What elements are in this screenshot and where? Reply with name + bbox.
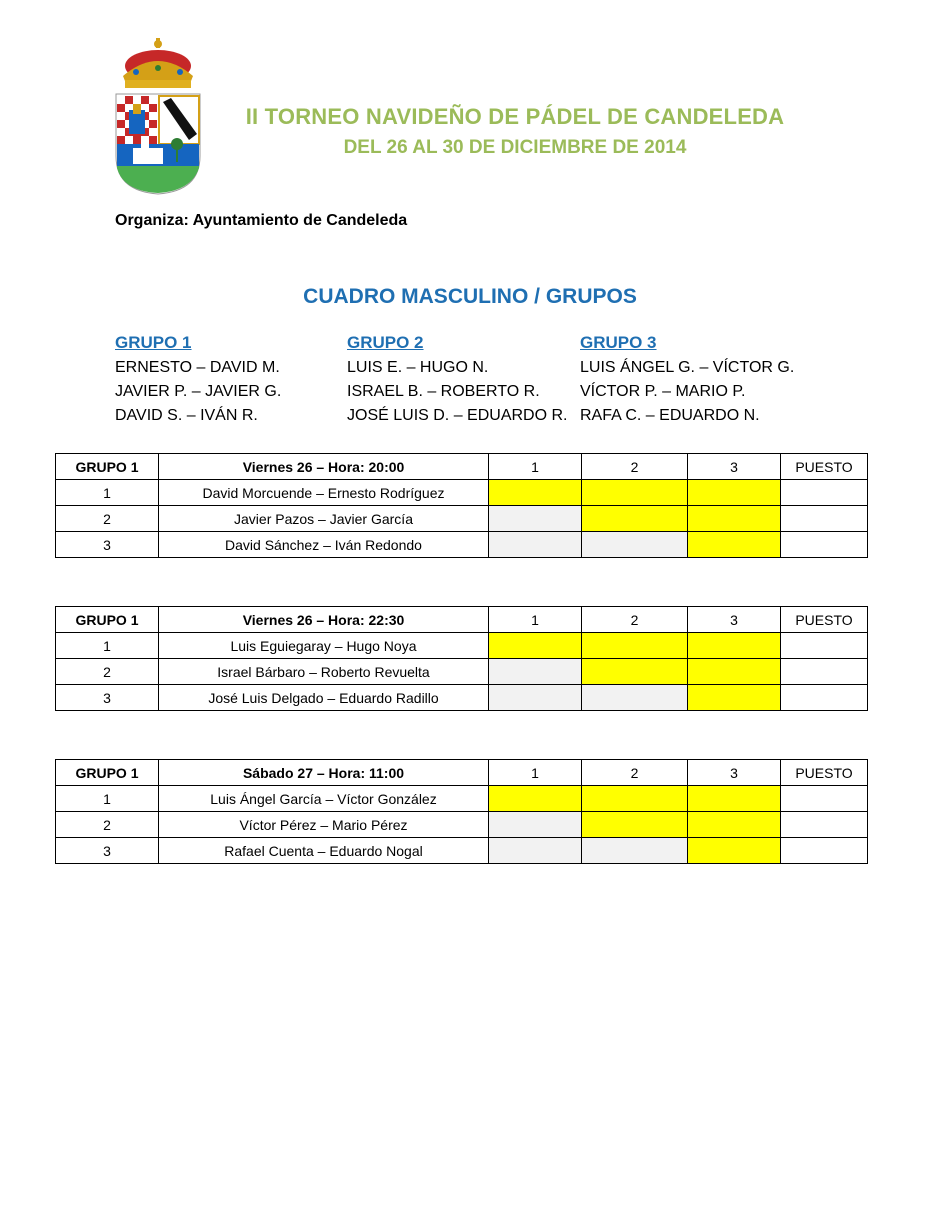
result-cell <box>489 786 582 812</box>
result-cell <box>582 506 688 532</box>
result-cell <box>489 659 582 685</box>
position-cell <box>781 838 868 864</box>
table-group-label: GRUPO 1 <box>56 760 159 786</box>
pair-name: Israel Bárbaro – Roberto Revuelta <box>159 659 489 685</box>
column-header: 2 <box>582 454 688 480</box>
table-group-label: GRUPO 1 <box>56 607 159 633</box>
table-row <box>56 812 868 838</box>
shield-icon <box>116 94 200 194</box>
result-cell <box>489 633 582 659</box>
group-pair: LUIS E. – HUGO N. <box>347 359 489 376</box>
position-cell <box>781 786 868 812</box>
table-row <box>56 532 868 558</box>
column-header: PUESTO <box>781 607 868 633</box>
group-heading: GRUPO 2 <box>347 333 424 352</box>
column-header: 1 <box>489 607 582 633</box>
row-number: 1 <box>56 633 159 659</box>
result-cell <box>688 506 781 532</box>
group-pair: JAVIER P. – JAVIER G. <box>115 383 282 400</box>
pair-name: David Morcuende – Ernesto Rodríguez <box>159 480 489 506</box>
table-row <box>56 659 868 685</box>
result-cell <box>582 838 688 864</box>
organizer-text: Organiza: Ayuntamiento de Candeleda <box>115 212 408 229</box>
row-number: 3 <box>56 532 159 558</box>
table-row <box>56 506 868 532</box>
group-pair: ERNESTO – DAVID M. <box>115 359 280 376</box>
group-heading: GRUPO 1 <box>115 333 192 352</box>
column-header: 3 <box>688 607 781 633</box>
row-number: 1 <box>56 480 159 506</box>
column-header: 3 <box>688 760 781 786</box>
table-row <box>56 633 868 659</box>
row-number: 3 <box>56 838 159 864</box>
group-list <box>115 331 281 428</box>
coat-of-arms-logo <box>111 36 205 196</box>
tournament-dates: DEL 26 AL 30 DE DICIEMBRE DE 2014 <box>343 137 687 158</box>
result-cell <box>489 812 582 838</box>
position-cell <box>781 480 868 506</box>
result-cell <box>688 659 781 685</box>
table-row <box>56 838 868 864</box>
result-cell <box>688 786 781 812</box>
result-cell <box>582 786 688 812</box>
column-header: 1 <box>489 760 582 786</box>
pair-name: José Luis Delgado – Eduardo Radillo <box>159 685 489 711</box>
result-cell <box>582 659 688 685</box>
table-row <box>56 480 868 506</box>
column-header: PUESTO <box>781 454 868 480</box>
group-pair: VÍCTOR P. – MARIO P. <box>580 383 746 400</box>
group-list <box>347 331 568 428</box>
pair-name: Luis Eguiegaray – Hugo Noya <box>159 633 489 659</box>
tournament-title: II TORNEO NAVIDEÑO DE PÁDEL DE CANDELEDA <box>245 104 785 129</box>
column-header: PUESTO <box>781 760 868 786</box>
result-cell <box>489 838 582 864</box>
pair-name: Víctor Pérez – Mario Pérez <box>159 812 489 838</box>
column-header: 2 <box>582 760 688 786</box>
result-cell <box>582 685 688 711</box>
position-cell <box>781 633 868 659</box>
result-cell <box>688 532 781 558</box>
result-cell <box>582 812 688 838</box>
result-cell <box>688 633 781 659</box>
group-pair: JOSÉ LUIS D. – EDUARDO R. <box>347 407 568 424</box>
group-pair: DAVID S. – IVÁN R. <box>115 407 258 424</box>
row-number: 2 <box>56 659 159 685</box>
table-schedule: Viernes 26 – Hora: 20:00 <box>159 454 489 480</box>
group-heading: GRUPO 3 <box>580 333 657 352</box>
row-number: 2 <box>56 812 159 838</box>
table-row <box>56 786 868 812</box>
table-row <box>56 685 868 711</box>
result-cell <box>688 812 781 838</box>
result-cell <box>582 532 688 558</box>
result-cell <box>489 532 582 558</box>
position-cell <box>781 659 868 685</box>
pair-name: Rafael Cuenta – Eduardo Nogal <box>159 838 489 864</box>
column-header: 1 <box>489 454 582 480</box>
table-group-label: GRUPO 1 <box>56 454 159 480</box>
result-cell <box>688 685 781 711</box>
result-cell <box>489 685 582 711</box>
row-number: 1 <box>56 786 159 812</box>
column-header: 3 <box>688 454 781 480</box>
section-title: CUADRO MASCULINO / GRUPOS <box>303 285 637 308</box>
group-pair: ISRAEL B. – ROBERTO R. <box>347 383 540 400</box>
match-table <box>55 453 868 558</box>
position-cell <box>781 532 868 558</box>
column-header: 2 <box>582 607 688 633</box>
result-cell <box>688 838 781 864</box>
row-number: 2 <box>56 506 159 532</box>
group-list <box>580 331 794 428</box>
match-table <box>55 759 868 864</box>
pair-name: Luis Ángel García – Víctor González <box>159 786 489 812</box>
table-schedule: Viernes 26 – Hora: 22:30 <box>159 607 489 633</box>
table-schedule: Sábado 27 – Hora: 11:00 <box>159 760 489 786</box>
pair-name: Javier Pazos – Javier García <box>159 506 489 532</box>
result-cell <box>582 480 688 506</box>
result-cell <box>489 480 582 506</box>
row-number: 3 <box>56 685 159 711</box>
position-cell <box>781 506 868 532</box>
crown-icon <box>123 38 193 88</box>
match-table <box>55 606 868 711</box>
result-cell <box>489 506 582 532</box>
result-cell <box>688 480 781 506</box>
group-pair: LUIS ÁNGEL G. – VÍCTOR G. <box>580 359 795 376</box>
pair-name: David Sánchez – Iván Redondo <box>159 532 489 558</box>
result-cell <box>582 633 688 659</box>
position-cell <box>781 812 868 838</box>
position-cell <box>781 685 868 711</box>
group-pair: RAFA C. – EDUARDO N. <box>580 407 760 424</box>
